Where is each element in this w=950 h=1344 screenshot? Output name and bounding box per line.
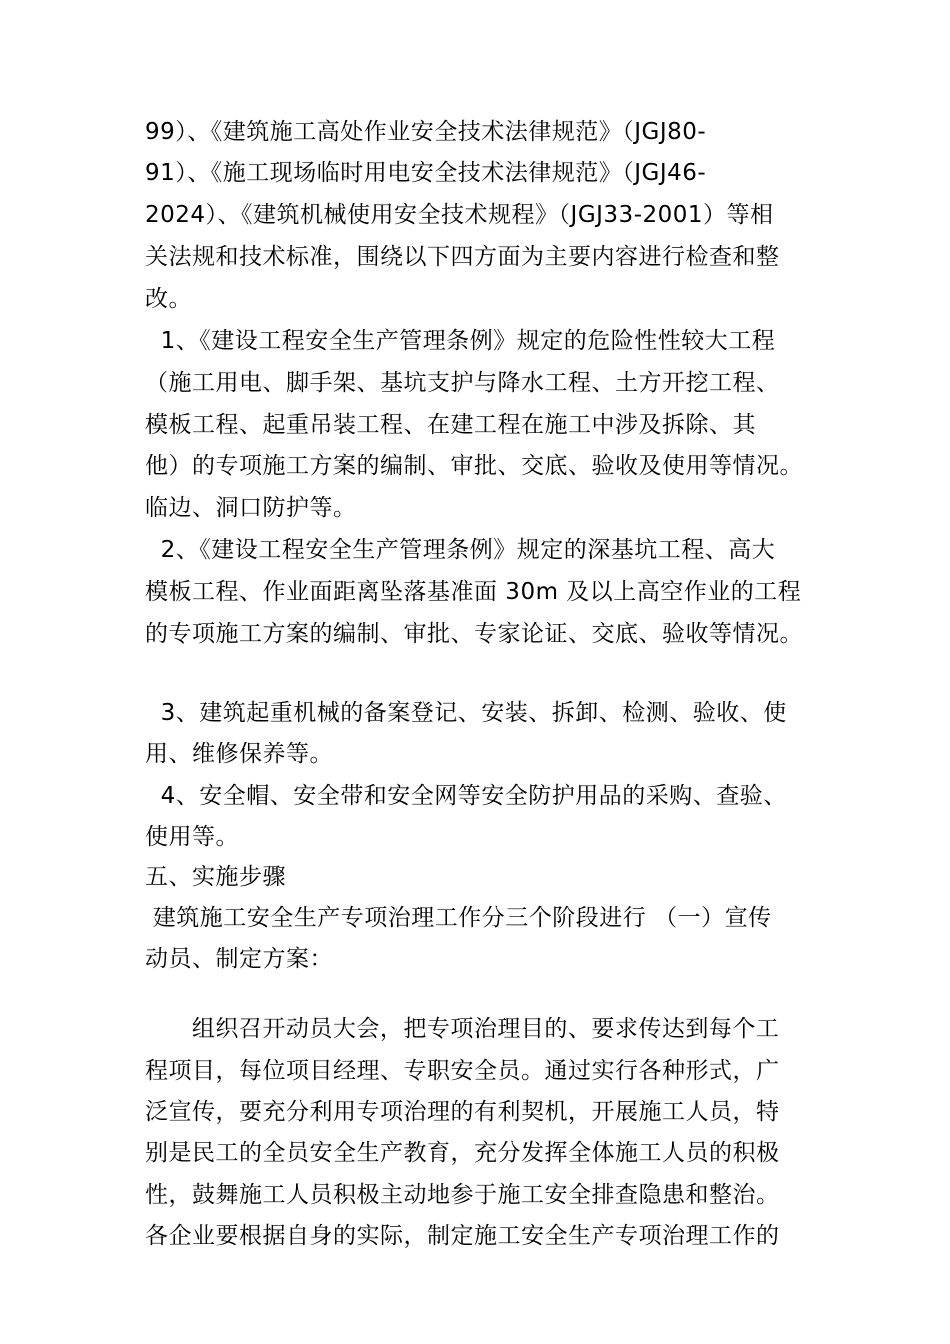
text-line: （施工用电、脚手架、基坑支护与降水工程、土方开挖工程、 — [145, 370, 780, 396]
text-line: 用、维修保养等。 — [145, 741, 333, 767]
text-line: 各企业要根据自身的实际，制定施工安全生产专项治理工作的 — [145, 1223, 780, 1249]
text-line: 的专项施工方案的编制、审批、专家论证、交底、验收等情况。 — [145, 621, 803, 647]
text-line: 2024）、《建筑机械使用安全技术规程》（JGJ33-2001）等相 — [145, 202, 774, 228]
text-line: 程项目，每位项目经理、专职安全员。通过实行各种形式，广 — [145, 1058, 780, 1084]
text-line: 临边、洞口防护等。 — [145, 495, 357, 521]
text-line: 性，鼓舞施工人员积极主动地参于施工安全排查隐患和整治。 — [145, 1182, 780, 1208]
text-line: 建筑施工安全生产专项治理工作分三个阶段进行 （一）宣传 — [145, 905, 772, 931]
section-heading: 五、实施步骤 — [145, 864, 286, 890]
text-line: 泛宣传，要充分利用专项治理的有利契机，开展施工人员，特 — [145, 1099, 780, 1125]
text-line: 改。 — [145, 286, 192, 312]
text-line: 动员、制定方案： — [145, 946, 333, 972]
text-line: 91）、《施工现场临时用电安全技术法律规范》（JGJ46- — [145, 160, 707, 186]
text-line: 模板工程、作业面距离坠落基准面 30m 及以上高空作业的工程 — [145, 579, 802, 605]
text-line: 组织召开动员大会，把专项治理目的、要求传达到每个工 — [145, 1016, 780, 1042]
text-line: 模板工程、起重吊装工程、在建工程在施工中涉及拆除、其 — [145, 412, 756, 438]
text-line: 他）的专项施工方案的编制、审批、交底、验收及使用等情况。 — [145, 453, 803, 479]
text-line: 2、《建设工程安全生产管理条例》规定的深基坑工程、高大 — [145, 537, 776, 563]
text-line: 4、安全帽、安全带和安全网等安全防护用品的采购、查验、 — [145, 783, 787, 809]
text-line: 关法规和技术标准，围绕以下四方面为主要内容进行检查和整 — [145, 244, 780, 270]
text-line: 3、建筑起重机械的备案登记、安装、拆卸、检测、验收、使 — [145, 700, 787, 726]
text-line: 99）、《建筑施工高处作业安全技术法律规范》（JGJ80- — [145, 119, 707, 145]
text-line: 1、《建设工程安全生产管理条例》规定的危险性性较大工程 — [145, 328, 776, 354]
text-line: 别是民工的全员安全生产教育，充分发挥全体施工人员的积极 — [145, 1140, 780, 1166]
text-line: 使用等。 — [145, 824, 239, 850]
